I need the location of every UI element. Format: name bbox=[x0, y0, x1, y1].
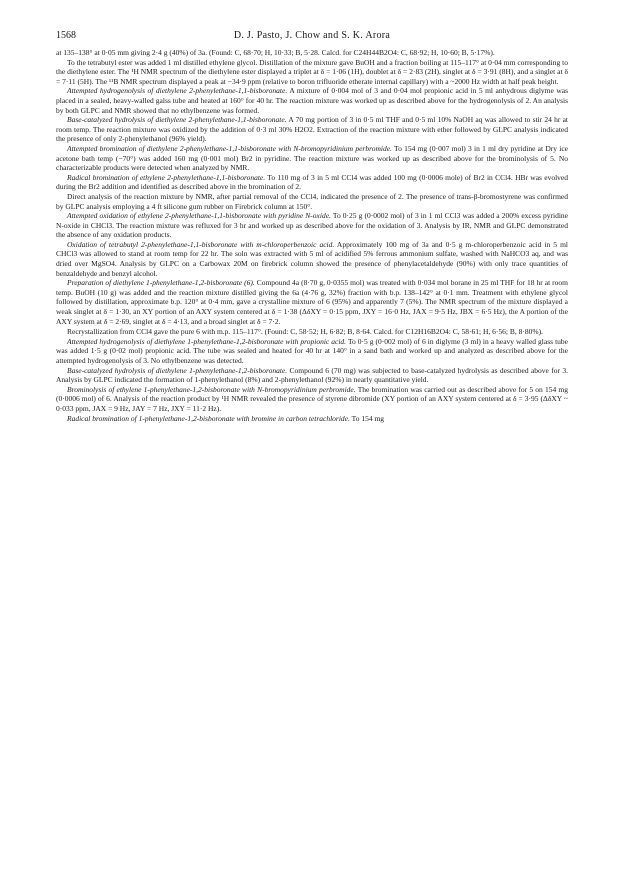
paragraph-text: A 70 mg portion of 3 in 0·5 ml THF and 0·5 ml 10% NaOH aq was allowed to stir 24 hr at room temp. The reaction mixture was oxidized by the addition of 0·3 ml 30% H2O2. Extraction of the reaction mixture with ether followed by GLPC analysis indicated the presence of only 2-phenylethanol (96% yield). bbox=[56, 115, 568, 144]
page-number: 1568 bbox=[56, 30, 76, 41]
paragraph bbox=[56, 337, 568, 366]
paragraph bbox=[56, 211, 568, 240]
paragraph-title: Brominolysis of ethylene 1-phenylethane-1,2-bisboronate with N-bromopyridinium perbromide. bbox=[67, 384, 356, 394]
paragraph-text: A mixture of 0·004 mol of 3 and 0·04 mol propionic acid in 5 ml anhydrous diglyme was placed in a sealed, heavy-walled galss tube and heated at 160° for 40 hr. The reaction mixture was worked up as described above for the hydrogenolysis of 2. An analysis by both GLPC and NMR showed that no ethylbenzene was formed. bbox=[56, 86, 568, 115]
running-header bbox=[56, 30, 568, 44]
paragraph-text: Compound 6 (70 mg) was subjected to base-catalyzed hydrolysis as described above for 3. Analysis by GLPC indicated the formation of 1-phenylethanol (8%) and 2-phenylethanol (92%) in nearly quantitative yield. bbox=[56, 365, 569, 385]
paragraph-text: Direct analysis of the reaction mixture by NMR, after partial removal of the CCl4, indicated the presence of 2. The presence of trans-β-bromostyrene was confirmed by GLPC analysis employing a 4 ft silicone gum rubber on Firebrick column at 150°. bbox=[56, 191, 568, 211]
paragraph bbox=[56, 278, 568, 326]
running-authors: D. J. Pasto, J. Chow and S. K. Arora bbox=[233, 30, 391, 41]
paragraph-title: Base-catalyzed hydrolysis of diethylene 2-phenylethane-1,1-bisboronate. bbox=[67, 115, 287, 125]
paragraph-title: Attempted hydrogenolysis of diethylene 2-phenylethane-1,1-bisboronate. bbox=[67, 86, 288, 96]
paragraph-text: To 154 mg (0·007 mol) 3 in 1 ml dry pyridine at Dry ice acetone bath temp (−70°) was added 160 mg (0·001 mol) Br2 in pyridine. The reaction mixture was worked up as described above for the brominolysis of 5. No characterizable products were detected when analyzed by NMR. bbox=[56, 143, 568, 173]
paragraph-title: Radical bromination of 1-phenylethane-1,2-bisboronate with bromine in carbon tetrachloride. bbox=[67, 413, 350, 423]
paragraph bbox=[56, 240, 568, 278]
paragraph bbox=[56, 366, 568, 385]
paragraph-title: Attempted bromination of diethylene 2-phenylethane-1,1-bisboronate with N-bromopyridinium perbromide. bbox=[67, 143, 392, 153]
paragraph-title: Attempted hydrogenolysis of diethylene 1-phenylethane-1,2-bisboronate with propionic acid. bbox=[67, 336, 347, 346]
paragraph-text: Approximately 100 mg of 3a and 0·5 g m-chloroperbenzoic acid in 5 ml CHCl3 was allowed to stand at room temp for 22 hr. The soln was extracted with 5 ml of acidified 5% ferrous ammonium sulfate, washed with NaHCO3 aq, and was dried over MgSO4. Analysis by GLPC on a Carbowax 20M on firebrick column showed the presence of phenylacetaldehyde (90%) with only trace quantities of benzaldehyde and benzyl alcohol. bbox=[56, 239, 568, 278]
paragraph-title: Radical bromination of ethylene 2-phenylethane-1,1-bisboronate. bbox=[67, 172, 266, 182]
paragraph bbox=[56, 48, 568, 58]
paragraph-title: Attempted oxidation of ethylene 2-phenylethane-1,1-bisboronate with pyridine N-oxide. bbox=[67, 211, 331, 221]
paragraph-text: To 110 mg of 3 in 5 ml CCl4 was added 100 mg (0·0006 mole) of Br2 in CCl4. HBr was evolved during the Br2 addition and identified as described above in the bromination of 2. bbox=[56, 172, 568, 192]
paragraph-text: To 154 mg bbox=[351, 413, 385, 423]
paragraph bbox=[56, 115, 568, 144]
paragraph-text: To 0·5 g (0·002 mol) of 6 in diglyme (3 ml) in a heavy walled glass tube was added 1·5 g (0·02 mol) propionic acid. The tube was sealed and heated for 40 hr at 140° in a sand bath and worked up and analyzed as described above for the attempted hydrogenolysis of 3. No ethylbenzene was detected. bbox=[56, 336, 568, 365]
paragraph bbox=[56, 414, 568, 424]
paragraph-text: Recrystallization from CCl4 gave the pure 6 with m.p. 115–117°. (Found: C, 58·52; H, 6·82; B, 8·64. Calcd. for C12H16B2O4: C, 58·61; H, 6·56; B, 8·80%). bbox=[67, 327, 543, 337]
paragraph-text: Compound 4a (8·70 g, 0·0355 mol) was treated with 0·034 mol borane in 25 ml THF for 18 hr at room temp. BuOH (10 g) was added and the reaction mixture distilled giving the 6a (4·76 g, 32%) fraction with b.p. 138–142° at 0·1 mm. Treatment with ethylene glycol followed by distillation, approximate b.p. 120° at 0·4 mm, gave a crystalline mixture of 6 (95%) and apparently 7 (5%). The NMR spectrum of the mixture displayed a weak singlet at δ = 1·30, an XY portion of an AXY system centered at δ = 1·38 (ΔδXY = 0·15 ppm, JXY = 16·0 Hz, JAX = 9·5 Hz, JBX = 6·5 Hz), the A portion of the AXY system at δ = 2·69, singlet at δ = 4·13, and a broad singlet at δ = 7·2. bbox=[56, 278, 568, 326]
paragraph bbox=[56, 144, 568, 173]
paragraph bbox=[56, 86, 568, 115]
paragraph bbox=[56, 173, 568, 192]
article-body bbox=[56, 48, 568, 423]
paragraph-title: Oxidation of tetrabutyl 2-phenylethane-1,1-bisboronate with m-chloroperbenzoic acid. bbox=[67, 239, 335, 249]
journal-page bbox=[56, 30, 568, 423]
paragraph-title: Preparation of diethylene 1-phenylethane-1,2-bisboronate (6). bbox=[67, 278, 255, 288]
paragraph bbox=[56, 385, 568, 414]
paragraph-text: The bromination was carried out as described above for 5 on 154 mg (0·0006 mol) of 6. Analysis of the reaction product by ¹H NMR revealed the presence of styrene dibromide (XY portion of an AXY system centered at δ = 3·95 (ΔδXY ~ 0·033 ppm, JAX = 9 Hz, JAY = 7 Hz, JXY = 11·2 Hz). bbox=[56, 384, 569, 413]
paragraph-title: Base-catalyzed hydrolysis of diethylene 1-phenylethane-1,2-bisboronate. bbox=[67, 365, 288, 375]
paragraph-text: To the tetrabutyl ester was added 1 ml distilled ethylene glycol. Distillation of the mixture gave BuOH and a fraction boiling at 115–117° at 0·04 mm corresponding to the diethylene ester. The ¹H NMR spectrum of the diethylene ester displayed a triplet at δ = 1·06 (1H), doublet at δ = 2·83 (2H), singlet at δ = 3·91 (8H), and a singlet at δ = 7·11 (5H). The ¹¹B NMR spectrum displayed a peak at −34·9 ppm (relative to boron trifluoride etherate internal capillary) with a ~2000 Hz width at half peak height. bbox=[56, 57, 568, 86]
paragraph bbox=[56, 58, 568, 87]
paragraph-text: To 0·25 g (0·0002 mol) of 3 in 1 ml CCl3 was added a 200% excess pyridine N-oxide in CHCl3. The reaction mixture was refluxed for 3 hr and worked up as described above for the oxidation of 3. Analysis by IR, NMR and GLPC demonstrated the absence of any oxidation products. bbox=[56, 211, 568, 240]
paragraph bbox=[56, 192, 568, 211]
paragraph-text: at 135–138° at 0·05 mm giving 2·4 g (40%) of 3a. (Found: C, 68·70; H, 10·33; B, 5·28. Calcd. for C24H44B2O4: C, 68·92; H, 10·60; B, 5·17%). bbox=[56, 48, 495, 57]
paragraph bbox=[56, 327, 568, 337]
